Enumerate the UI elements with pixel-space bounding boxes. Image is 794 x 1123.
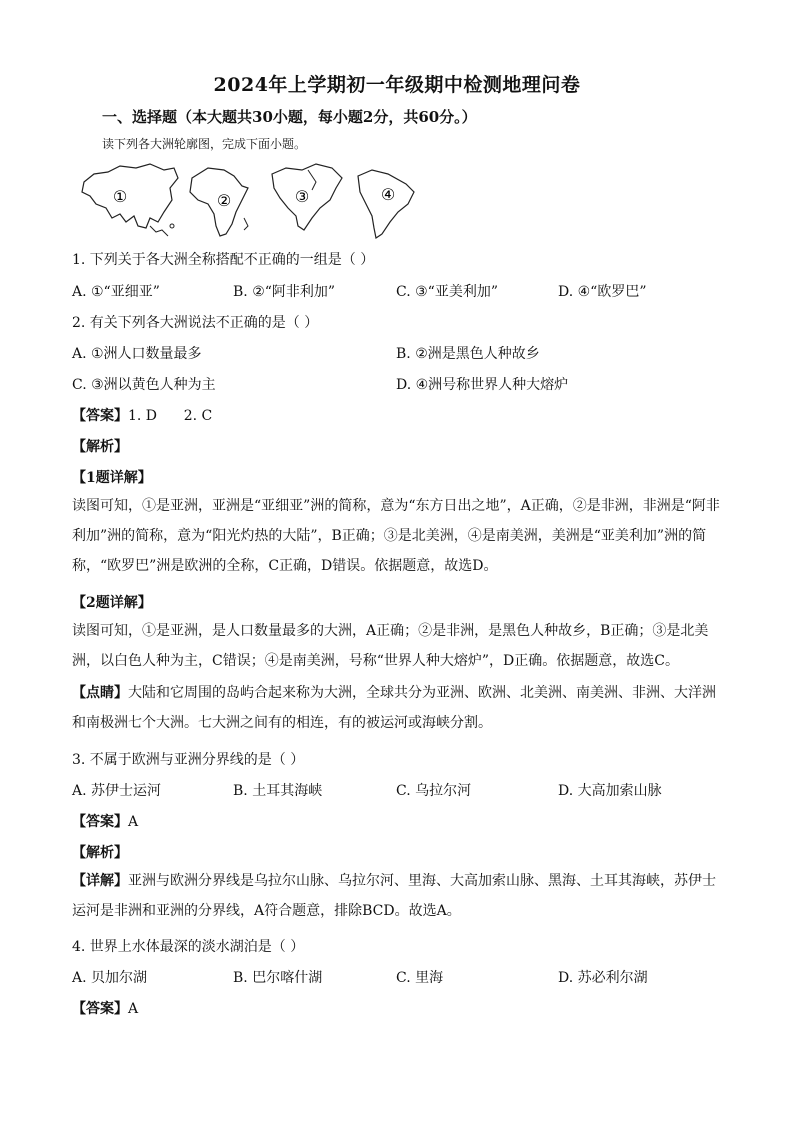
map-label-3: ③ bbox=[294, 187, 310, 206]
map-south-america bbox=[358, 170, 414, 238]
q2-option-c[interactable]: C. ③洲以黄色人种为主 bbox=[72, 377, 216, 393]
map-label-1: ① bbox=[112, 187, 128, 206]
question-4-stem: 4. 世界上水体最深的淡水湖泊是（ ） bbox=[72, 939, 305, 955]
detail-text-2: 读图可知，①是亚洲，是人口数量最多的大洲，A正确；②是非洲，是黑色人种故乡，B正确；③是北美洲，以白色人种为主，C错误；④是南美洲，号称“世界人种大熔炉”，D正确。依据题意，故选C。 bbox=[72, 623, 709, 669]
detail-heading-2: 【2题详解】 bbox=[72, 595, 152, 611]
continent-outline-maps bbox=[76, 160, 436, 240]
q1-option-c[interactable]: C. ③“亚美利加” bbox=[396, 284, 498, 300]
answer-text: 1. D 2. C bbox=[128, 408, 213, 424]
q2-option-d[interactable]: D. ④洲号称世界人种大熔炉 bbox=[396, 377, 569, 393]
analysis-heading-1: 【解析】 bbox=[72, 439, 128, 455]
q1-option-d[interactable]: D. ④“欧罗巴” bbox=[558, 284, 647, 300]
map-asia bbox=[82, 164, 178, 236]
q4-option-a[interactable]: A. 贝加尔湖 bbox=[72, 970, 148, 986]
q1-option-a[interactable]: A. ①“亚细亚” bbox=[72, 284, 160, 300]
question-3-stem: 3. 不属于欧洲与亚洲分界线的是（ ） bbox=[72, 752, 305, 768]
note-text: 大陆和它周围的岛屿合起来称为大洲，全球共分为亚洲、欧洲、北美洲、南美洲、非洲、大洋洲和南极洲七个大洲。七大洲之间有的相连，有的被运河或海峡分割。 bbox=[72, 685, 716, 731]
q3-option-d[interactable]: D. 大高加索山脉 bbox=[558, 783, 662, 799]
map-label-2: ② bbox=[216, 191, 232, 210]
note-tag: 【点睛】 bbox=[72, 685, 128, 701]
question-2-stem: 2. 有关下列各大洲说法不正确的是（ ） bbox=[72, 315, 319, 331]
q4-option-d[interactable]: D. 苏必利尔湖 bbox=[558, 970, 648, 986]
section-header: 一、选择题（本大题共30小题，每小题2分，共60分。） bbox=[102, 108, 477, 126]
answer-tag: 【答案】 bbox=[72, 408, 128, 424]
q3-option-b[interactable]: B. 土耳其海峡 bbox=[233, 783, 323, 799]
map-north-america bbox=[272, 164, 342, 230]
map-africa bbox=[190, 168, 248, 236]
map-intro: 读下列各大洲轮廓图，完成下面小题。 bbox=[102, 137, 307, 151]
answer-1-2 bbox=[72, 405, 212, 425]
detail-block-3 bbox=[72, 866, 722, 926]
q2-option-a[interactable]: A. ①洲人口数量最多 bbox=[72, 346, 202, 362]
question-1-stem: 1. 下列关于各大洲全称搭配不正确的一组是（ ） bbox=[72, 252, 375, 268]
q2-option-b[interactable]: B. ②洲是黑色人种故乡 bbox=[396, 346, 540, 362]
q3-option-c[interactable]: C. 乌拉尔河 bbox=[396, 783, 472, 799]
detail-tag: 【详解】 bbox=[72, 873, 128, 889]
answer-3 bbox=[72, 811, 138, 831]
q3-option-a[interactable]: A. 苏伊士运河 bbox=[72, 783, 162, 799]
map-label-4: ④ bbox=[380, 185, 396, 204]
q4-option-b[interactable]: B. 巴尔喀什湖 bbox=[233, 970, 323, 986]
detail-text-1: 读图可知，①是亚洲，亚洲是“亚细亚”洲的简称，意为“东方日出之地”，A正确，②是非洲，非洲是“阿非利加”洲的简称，意为“阳光灼热的大陆”，B正确；③是北美洲，④是南美洲，美洲是“亚美利加”洲的简称，“欧罗巴”洲是欧洲的全称，C正确，D错误。依据题意，故选D。 bbox=[72, 498, 720, 574]
q4-option-c[interactable]: C. 里海 bbox=[396, 970, 444, 986]
analysis-heading-3: 【解析】 bbox=[72, 845, 128, 861]
answer-tag: 【答案】 bbox=[72, 814, 128, 830]
answer-text: A bbox=[128, 814, 139, 830]
answer-tag: 【答案】 bbox=[72, 1001, 128, 1017]
detail-heading-1: 【1题详解】 bbox=[72, 470, 152, 486]
answer-4 bbox=[72, 998, 138, 1018]
page-title: 2024年上学期初一年级期中检测地理问卷 bbox=[213, 74, 581, 96]
answer-text: A bbox=[128, 1001, 139, 1017]
detail-text-3: 亚洲与欧洲分界线是乌拉尔山脉、乌拉尔河、里海、大高加索山脉、黑海、土耳其海峡，苏伊士运河是非洲和亚洲的分界线，A符合题意，排除BCD。故选A。 bbox=[72, 873, 716, 919]
note-block bbox=[72, 678, 722, 738]
q1-option-b[interactable]: B. ②“阿非利加” bbox=[233, 284, 336, 300]
